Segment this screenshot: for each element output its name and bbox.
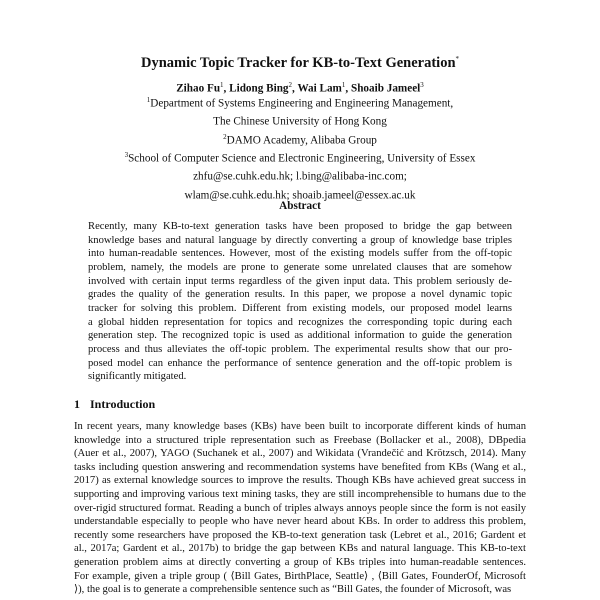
abstract-body (88, 220, 512, 384)
body-line: knowledge into a structured triple representation such as Freebase (Bollacker et al., 2008), DBpedia (74, 434, 526, 446)
author-affiliation-mark: 2 (288, 81, 293, 89)
author-name: Zihao Fu (176, 82, 221, 95)
affiliation-line (0, 111, 600, 129)
author-affiliation-mark: 1 (220, 81, 224, 89)
affiliation-mark: 2 (223, 132, 227, 141)
affiliation-text: School of Computer Science and Electronic Engineering, University of Essex (128, 152, 476, 165)
abstract-line: posed model can enhance the performance of sentence generation and the off-topic problem is (88, 357, 512, 369)
email-line (0, 166, 600, 184)
abstract-line: into human-readable sentences. However, most of the existing models suffer from the off-topic (88, 248, 512, 260)
body-line: In recent years, many knowledge bases (KBs) have been built to incorporate different kinds of human (74, 421, 526, 432)
author-name: Shoaib Jameel (350, 82, 421, 95)
body-line: al., 2017a; Gardent et al., 2017b) to bridge the gap between KBs and natural language. This KB-to-text (74, 543, 526, 555)
email-text: zhfu@se.cuhk.edu.hk; l.bing@alibaba-inc.com; (193, 171, 407, 184)
affiliation-line (0, 130, 600, 148)
author-name: Lidong Bing (229, 82, 289, 95)
affiliation-text: The Chinese University of Hong Kong (213, 116, 387, 129)
body-line: recently some researchers have proposed the KB-to-text generation task (Lebret et al., 2016; Gardent et (74, 529, 526, 541)
body-line: over-rigid structured format. Reading a bunch of triples always annoys people since the form is not easily (74, 502, 526, 514)
abstract-line: knowledge bases and natural language by directly converting a group of knowledge base triples (88, 234, 512, 246)
affiliation-mark: 1 (146, 96, 151, 104)
abstract-line: process and thus alleviates the off-topic problem. The experimental results show that our pro- (88, 343, 512, 355)
abstract-line: grades the quality of the generation results. In this paper, we propose a novel dynamic topic (88, 289, 512, 301)
author-name: Wai Lam (297, 82, 342, 95)
body-line: tasks including question answering and recommendation systems have benefited from KBs (Wang et al., (74, 461, 526, 473)
abstract-line: involved with certain input terms regardless of the given input data. This problem seriously de- (88, 275, 512, 287)
body-line: 2017) as external knowledge sources to improve the results. Though KBs have achieved great success in (74, 475, 526, 487)
body-line: For example, given a triple group ( ⟨Bill Gates, BirthPlace, Seattle⟩ , ⟨Bill Gates, FounderOf, Microsoft (74, 570, 526, 582)
affiliation-line (0, 93, 600, 111)
abstract-line: Recently, many KB-to-text generation tasks have been proposed to bridge the gap between (88, 221, 512, 232)
email-text: wlam@se.cuhk.edu.hk; shoaib.jameel@essex.ac.uk (184, 189, 416, 202)
abstract-line: problem, namely, the models are prone to generate some unrelated clauses that are somehow (88, 261, 512, 273)
author-affiliation-mark: 1 (341, 81, 346, 89)
affiliation-line (0, 148, 600, 166)
body-line: supporting and improving various text mining tasks, they are still incomprehensible to humans due to the (74, 488, 526, 500)
affiliation-block (0, 93, 600, 203)
abstract-heading: Abstract (279, 200, 321, 212)
body-line: (Auer et al., 2007), YAGO (Suchanek et al., 2007) and Wikidata (Vrandečić and Krötzsch, 2014). Many (74, 448, 526, 460)
body-line: ⟩), the goal is to generate a comprehensible sentence such as “Bill Gates, the founder of Microsoft, was (74, 584, 512, 596)
body-line: understandable especially to people who have never heard about KBs. In order to address this problem, (74, 516, 526, 528)
abstract-line: a global hidden representation for topics and recognizes the corresponding topic during each (88, 316, 512, 328)
introduction-body (74, 420, 526, 597)
abstract-line: tracker for solving this problem. Different from existing models, our proposed model learns (88, 302, 512, 314)
author-separator: , (223, 82, 230, 95)
affiliation-text: DAMO Academy, Alibaba Group (226, 134, 377, 147)
author-separator: , (292, 82, 298, 95)
section-title: Introduction (90, 397, 156, 411)
author-affiliation-mark: 3 (420, 81, 424, 89)
affiliation-mark: 3 (124, 150, 129, 159)
body-line: generation problem aims at directly converting a group of KBs triples into human-readable sentences. (74, 556, 526, 568)
paper-title-block (0, 50, 600, 72)
section-number: 1 (74, 397, 80, 411)
title-footnote-mark: * (455, 55, 460, 63)
abstract-line: significantly mitigated. (88, 371, 187, 383)
affiliation-text: Department of Systems Engineering and Engineering Management, (150, 97, 454, 110)
paper-title: Dynamic Topic Tracker for KB-to-Text Generation (140, 54, 456, 71)
section-heading (74, 397, 155, 412)
author-separator: , (345, 82, 351, 95)
abstract-line: generation step. The recognized topic is used as additional information to guide the generation (88, 330, 512, 342)
